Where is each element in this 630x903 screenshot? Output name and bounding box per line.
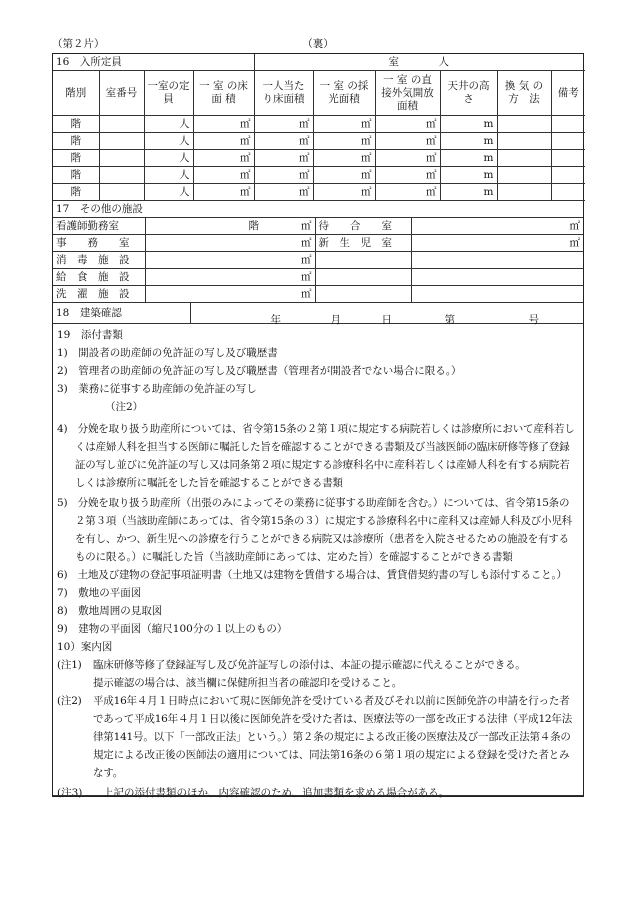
col-area-per-person-header: 一人当たり床面積 [254,71,313,116]
room-remarks-cell[interactable] [551,133,585,150]
note-1 [57,656,579,674]
page-number-label: （第２片） [52,38,105,50]
facility-label: 消 毒 施 設 [53,252,145,269]
side-label: （裏） [302,38,334,50]
room-ceiling-height-cell[interactable]: m [440,167,497,184]
facility-label-right: 待 合 室 [315,218,411,235]
room-area-per-person-cell[interactable]: ㎡ [254,150,313,167]
note-3-mark: (注3) [57,787,83,799]
room-area-per-person-cell[interactable]: ㎡ [254,184,313,201]
room-ventilation-cell[interactable] [497,167,551,184]
room-floor-cell[interactable]: 階 [53,150,99,167]
facility-label-right: 新 生 児 室 [315,235,411,252]
room-capacity-cell[interactable]: 人 [144,167,193,184]
note-3 [57,784,579,802]
room-floor-cell[interactable]: 階 [53,133,99,150]
facility-row [53,235,583,252]
attachment-item-2: 2) 管理者の助産師の免許証の写し及び職歴書（管理者が開設者でない場合に限る。） [57,365,462,377]
facility-value-right[interactable] [411,252,583,269]
attachment-item-1: 1) 開設者の助産師の免許証の写し及び職歴書 [57,347,278,359]
room-row [53,184,585,201]
note-2 [57,692,579,782]
room-ventilation-cell[interactable] [497,133,551,150]
room-area-per-person-cell[interactable]: ㎡ [254,167,313,184]
building-confirmation-field[interactable] [190,303,583,324]
room-room-number-cell[interactable] [99,133,144,150]
room-ventilation-cell[interactable] [497,116,551,133]
room-ceiling-height-cell[interactable]: m [440,184,497,201]
section18-table [53,302,583,324]
col-ceiling-height-header: 天井の高 さ [440,71,497,116]
room-capacity-cell[interactable]: 人 [144,133,193,150]
room-open-air-area-cell[interactable]: ㎡ [375,133,440,150]
facility-row [53,218,583,235]
room-area-per-person-cell[interactable]: ㎡ [254,133,313,150]
section19-label: 19 添付書類 [57,329,123,341]
room-floor-cell[interactable]: 階 [53,184,99,201]
room-lighting-area-cell[interactable]: ㎡ [313,133,375,150]
room-room-number-cell[interactable] [99,167,144,184]
facility-label: 事 務 室 [53,235,145,252]
section17-label: 17 その他の施設 [53,201,583,218]
facility-row [53,269,583,286]
room-lighting-area-cell[interactable]: ㎡ [313,116,375,133]
attachment-item-10: 10）案内図 [57,641,113,653]
room-lighting-area-cell[interactable]: ㎡ [313,150,375,167]
facility-row [53,286,583,303]
page-header [52,36,584,52]
note-1-text: 臨床研修等修了登録証写し及び免許証写しの添付は、本証の提示確認に代えることができる。 [93,659,526,671]
room-ventilation-cell[interactable] [497,150,551,167]
year-label: 年 [270,314,281,326]
room-remarks-cell[interactable] [551,167,585,184]
room-lighting-area-cell[interactable]: ㎡ [313,167,375,184]
facility-row [53,252,583,269]
room-capacity-cell[interactable]: 人 [144,116,193,133]
room-open-air-area-cell[interactable]: ㎡ [375,150,440,167]
col-open-air-area-header: 一 室 の直接外気開放面積 [375,71,440,116]
facility-value[interactable]: ㎡ [145,252,315,269]
day-label: 日 [381,314,392,326]
form-frame [52,53,584,797]
col-remarks-header: 備考 [551,71,585,116]
room-ceiling-height-cell[interactable]: m [440,116,497,133]
facility-value[interactable]: ㎡ [145,235,315,252]
facility-label: 看護師勤務室 [53,218,145,235]
room-ceiling-height-cell[interactable]: m [440,150,497,167]
room-remarks-cell[interactable] [551,150,585,167]
room-remarks-cell[interactable] [551,184,585,201]
number-prefix-label: 第 [444,314,455,326]
attachment-item-3: 3) 業務に従事する助産師の免許証の写し [57,383,257,395]
room-area-per-person-cell[interactable]: ㎡ [254,116,313,133]
facility-label-right [315,286,411,303]
facility-value[interactable]: 階 ㎡ [145,218,315,235]
col-room-number-header: 室番号 [99,71,144,116]
room-remarks-cell[interactable] [551,116,585,133]
room-floor-area-cell[interactable]: ㎡ [193,133,254,150]
room-open-air-area-cell[interactable]: ㎡ [375,167,440,184]
room-floor-cell[interactable]: 階 [53,167,99,184]
section17-table [53,200,583,303]
col-capacity-header: 一室の定 員 [144,71,193,116]
room-open-air-area-cell[interactable]: ㎡ [375,184,440,201]
facility-label: 給 食 施 設 [53,269,145,286]
room-row [53,150,585,167]
room-room-number-cell[interactable] [99,116,144,133]
room-floor-area-cell[interactable]: ㎡ [193,167,254,184]
attachment-item-6: 6) 土地及び建物の登記事項証明書（土地又は建物を賃借する場合は、賃貸借契約書の写しも添付すること。） [57,569,567,581]
section19-attachments [53,324,583,802]
room-floor-area-cell[interactable]: ㎡ [193,116,254,133]
room-row [53,167,585,184]
facility-value-right[interactable]: ㎡ [411,218,583,235]
month-label: 月 [330,314,341,326]
attachment-item-5: 5) 分娩を取り扱う助産所（出張のみによってその業務に従事する助産師を含む。）については、省令第15条の２第３項（当該助産師にあっては、省令第15条の３）に規定する診療科名中に産科又は産婦人科及び小児科を有し、かつ、新生児への診療を行うことができる病院又は診療所（患者を入院させるための施設を有するものに限る。）に嘱託した旨（当該助産師にあっては、定めた旨）を確認することができる書類 [57,497,572,563]
section16-table [53,54,585,201]
note-1-mark: (注1) [57,659,82,671]
room-capacity-cell[interactable]: 人 [144,150,193,167]
room-row [53,116,585,133]
section18-label: 18 建築確認 [53,303,190,324]
facility-value-right[interactable]: ㎡ [411,235,583,252]
room-lighting-area-cell[interactable]: ㎡ [313,184,375,201]
note-1-text2: 提示確認の場合は、該当欄に保健所担当者の確認印を受けること。 [93,677,402,689]
facility-value[interactable]: ㎡ [145,269,315,286]
room-room-number-cell[interactable] [99,150,144,167]
section16-label: 16 入所定員 [53,54,254,71]
facility-value-right[interactable] [411,269,583,286]
capacity-field[interactable]: 室 人 [254,54,585,71]
attachment-note-ref: （注2） [105,401,144,413]
room-ventilation-cell[interactable] [497,184,551,201]
facility-value-right[interactable] [411,286,583,303]
facility-label: 洗 濯 施 設 [53,286,145,303]
note-2-text: 平成16年４月１日時点において現に医師免許を受けている者及びそれ以前に医師免許の申請を行った者であって平成16年４月１日以後に医師免許を受けた者は、医療法等の一部を改正する法律（平成12年法律第141号。以下「一部改正法」という。）第２条の規定による改正後の医療法及び一部改正法第４条の規定による改正後の医師法の適用については、同法第16条の６第１項の規定による登録を受けた者とみなす。 [93,695,573,779]
room-capacity-cell[interactable]: 人 [144,184,193,201]
room-floor-area-cell[interactable]: ㎡ [193,150,254,167]
attachment-item-7: 7) 敷地の平面図 [57,587,142,599]
section16-rows [53,116,585,201]
col-ventilation-header: 換 気 の方 法 [497,71,551,116]
facility-label-right [315,269,411,286]
room-row [53,133,585,150]
bottom-rule [53,795,583,796]
attachment-item-8: 8) 敷地周囲の見取図 [57,605,163,617]
note-3-text: 上記の添付書類のほか、内容確認のため、追加書類を求める場合がある。 [103,787,450,799]
col-lighting-area-header: 一 室 の採光面積 [313,71,375,116]
room-room-number-cell[interactable] [99,184,144,201]
room-floor-cell[interactable]: 階 [53,116,99,133]
room-ceiling-height-cell[interactable]: m [440,133,497,150]
attachment-item-4: 4) 分娩を取り扱う助産所については、省令第15条の２第１項に規定する病院若しくは診療所において産科若しくは産婦人科を担当する医師に嘱託した旨を確認することができる書類及び当該医師の臨床研修等修了登録証の写し並びに免許証の写し又は同条第２項に規定する診療科名中に産科若しくは産婦人科を有する病院若しくは診療所に嘱託をした旨を確認することができる書類 [57,423,575,489]
section17-rows [53,218,583,303]
col-floor-header: 階別 [53,71,99,116]
attachment-item-9: 9) 建物の平面図（縮尺100分の１以上のもの） [57,623,288,635]
room-floor-area-cell[interactable]: ㎡ [193,184,254,201]
note-2-mark: (注2) [57,695,82,707]
col-floor-area-header: 一 室 の床 面 積 [193,71,254,116]
facility-value[interactable]: ㎡ [145,286,315,303]
room-open-air-area-cell[interactable]: ㎡ [375,116,440,133]
number-suffix-label: 号 [528,314,539,326]
facility-label-right [315,252,411,269]
